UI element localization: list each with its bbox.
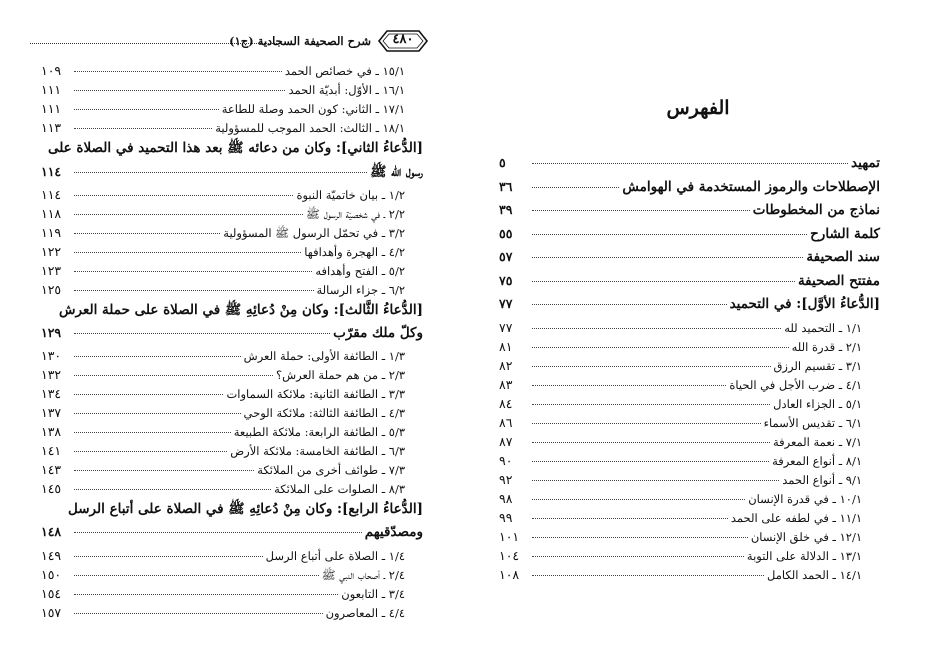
toc-entry-title: ٢/٤ ـ أصحاب النبي ﷺ	[321, 567, 405, 582]
toc-entry-title: ١٥/١ ـ في خصائص الحمد	[284, 64, 405, 78]
toc-subentry	[41, 386, 423, 405]
toc-entry-title: ٨/١ ـ أنواع المعرفة	[772, 453, 862, 468]
toc-page-number: ٨٣	[499, 376, 513, 392]
toc-subentry	[41, 405, 423, 424]
toc-list-left	[41, 63, 423, 624]
toc-entry-title: مفتتح الصحيفة	[797, 272, 880, 289]
leader-dots	[532, 210, 750, 211]
toc-heading-line: [الدُّعاءُ الثَّالث]: وكان مِنْ دُعائِهِ ﷺ في الصلاة على حملة العرش	[59, 301, 423, 318]
toc-section-entry	[499, 202, 880, 226]
toc-entry-title: ٤/٣ ـ الطائفة الثالثة: ملائكة الوحي	[243, 406, 405, 420]
toc-subentry	[499, 567, 880, 586]
toc-entry-title: ١١/١ ـ في لطفه على الحمد	[730, 510, 862, 525]
toc-page-number: ١٥٤	[41, 585, 62, 601]
toc-subentry	[499, 510, 880, 529]
toc-page-number: ١٠٩	[41, 63, 62, 78]
toc-page-number: ٥	[499, 155, 506, 170]
toc-entry-title: ٥/١ ـ الجزاء العادل	[773, 396, 862, 411]
toc-entry-title: ١٢/١ ـ في خلق الإنسان	[750, 529, 862, 544]
leader-dots	[532, 328, 781, 329]
toc-page-number: ٩٠	[499, 452, 513, 468]
toc-entry-title: سند الصحيفة	[806, 249, 880, 265]
toc-subentry	[41, 367, 423, 386]
leader-dots	[532, 575, 764, 576]
leader-dots	[74, 575, 319, 576]
toc-page-number: ٧٧	[499, 296, 513, 311]
toc-entry-title: ٧/١ ـ نعمة المعرفة	[772, 434, 862, 449]
toc-entry-title: ٦/٣ ـ الطائفة الخامسة: ملائكة الأرض	[230, 444, 405, 458]
toc-section-entry	[41, 524, 423, 548]
leader-dots	[74, 90, 285, 91]
toc-section-entry	[499, 273, 880, 297]
toc-page-number: ١٣٧	[41, 405, 62, 420]
toc-section-entry	[499, 249, 880, 273]
leader-dots	[532, 281, 795, 282]
leader-dots	[74, 356, 241, 357]
toc-page-number: ١٣٨	[41, 424, 62, 439]
toc-subentry	[499, 548, 880, 567]
leader-dots	[74, 375, 273, 376]
toc-entry-title: ١٧/١ ـ الثاني: كون الحمد وصلة للطاعة	[221, 102, 405, 116]
toc-subentry	[41, 481, 423, 500]
leader-dots	[74, 128, 212, 129]
toc-page-number: ١١٤	[41, 186, 62, 202]
page-number-badge	[375, 29, 431, 53]
toc-entry-title: كلمة الشارح	[810, 225, 880, 242]
toc-entry-title: ١٨/١ ـ الثالث: الحمد الموجب للمسؤولية	[215, 121, 405, 135]
toc-entry-title: ٤/٢ ـ الهجرة وأهدافها	[304, 244, 405, 259]
leader-dots	[532, 187, 619, 188]
toc-subentry	[41, 120, 423, 139]
toc-entry-title: ٩/١ ـ أنواع الحمد	[782, 472, 862, 487]
toc-entry-title: ٢/١ ـ قدرة الله	[791, 339, 862, 354]
leader-dots	[532, 404, 770, 405]
toc-page-number: ٧٥	[499, 272, 513, 288]
toc-subentry	[41, 462, 423, 481]
toc-page-number: ١٢٩	[41, 324, 62, 340]
toc-page-number: ١٣٢	[41, 367, 62, 382]
toc-subentry	[41, 244, 423, 263]
leader-dots	[532, 347, 789, 348]
toc-entry-title: ١/١ ـ التحميد لله	[784, 320, 862, 335]
toc-page-number: ٧٧	[499, 319, 513, 335]
toc-page-number: ١٤٥	[41, 481, 62, 496]
toc-subentry	[499, 472, 880, 491]
leader-dots	[74, 532, 362, 533]
toc-page-number: ١٥٧	[41, 604, 62, 620]
toc-entry-title: ٥/٣ ـ الطائفة الرابعة: ملائكة الطبيعة	[233, 425, 405, 439]
leader-dots	[74, 489, 271, 490]
toc-entry-title: ٨/٣ ـ الصلوات على الملائكة	[274, 482, 405, 496]
leader-dots	[74, 413, 241, 414]
toc-entry-title: ومصدّقيهم	[364, 524, 423, 540]
toc-page-number: ٨٤	[499, 395, 513, 411]
toc-page-number: ٩٨	[499, 490, 513, 506]
toc-heading-line: [الدُّعاءُ الرابع]: وكان مِنْ دُعائِهِ ﷺ في الصلاة على أتباع الرسل	[68, 501, 423, 517]
toc-page-number: ١٢٣	[41, 262, 62, 278]
toc-section-entry	[499, 226, 880, 250]
toc-page-number: ٥٥	[499, 225, 513, 241]
toc-page-number: ١١٤	[41, 164, 62, 179]
toc-entry-title: [الدُّعاءُ الأوَّل]: في التحميد	[729, 296, 880, 312]
toc-entry-title: ٣/٣ ـ الطائفة الثانية: ملائكة السماوات	[226, 387, 405, 401]
toc-entry-title: الإصطلاحات والرموز المستخدمة في الهوامش	[622, 178, 880, 195]
toc-page-number: ١٤١	[41, 443, 62, 458]
leader-dots	[74, 290, 314, 291]
left-page	[0, 0, 465, 660]
toc-page-number: ٩٢	[499, 471, 513, 487]
toc-entry-title: ١/٣ ـ الطائفة الأولى: حملة العرش	[243, 349, 405, 363]
toc-subentry	[41, 101, 423, 120]
toc-subentry	[41, 263, 423, 282]
toc-page-number: ٨٢	[499, 357, 513, 373]
toc-entry-title: وكلّ ملك مقرّب	[333, 324, 423, 341]
page-number: ٤٨٠	[392, 32, 414, 47]
toc-page-number: ٣٩	[499, 202, 513, 217]
leader-dots	[532, 304, 727, 305]
toc-entry-title: ٤/١ ـ ضرب الأجل في الحياة	[729, 377, 862, 392]
toc-entry-title: ٢/٣ ـ من هم حملة العرش؟	[276, 368, 405, 382]
toc-page-number: ١١٣	[41, 120, 62, 135]
toc-page-number: ١١١	[41, 82, 62, 97]
toc-page-number: ١٠٨	[499, 566, 520, 582]
toc-subentry	[41, 605, 423, 624]
toc-page-number: ١٤٩	[41, 547, 62, 563]
toc-subentry	[41, 225, 423, 244]
toc-subentry	[499, 434, 880, 453]
leader-dots	[74, 594, 338, 595]
toc-section-entry	[499, 155, 880, 179]
toc-entry-title: ١٣/١ ـ الدلالة على التوبة	[746, 548, 862, 563]
running-header	[30, 29, 435, 53]
toc-page-number: ١٤٨	[41, 524, 62, 539]
leader-dots	[74, 233, 220, 234]
leader-dots	[74, 195, 293, 196]
toc-entry-title: ١/٤ ـ الصلاة على أتباع الرسل	[265, 548, 405, 563]
toc-subentry	[499, 320, 880, 339]
leader-dots	[532, 234, 807, 235]
toc-subentry	[41, 348, 423, 367]
toc-section-entry	[499, 179, 880, 203]
toc-entry-title: ٦/٢ ـ جزاء الرسالة	[316, 282, 405, 297]
toc-entry-title: ٣/٤ ـ التابعون	[341, 586, 405, 601]
toc-page-number: ١١٩	[41, 224, 62, 240]
toc-page-number: ١١٨	[41, 205, 62, 221]
leader-dots	[74, 613, 323, 614]
toc-entry-title: ٦/١ ـ تقديس الأسماء	[763, 415, 862, 430]
leader-dots	[532, 442, 770, 443]
leader-dots	[74, 556, 263, 557]
leader-dots	[74, 394, 223, 395]
toc-entry-title: ٥/٢ ـ الفتح وأهدافه	[315, 263, 405, 278]
leader-dots	[74, 71, 282, 72]
toc-subentry	[499, 453, 880, 472]
toc-page-number: ١٢٢	[41, 243, 62, 259]
page-title: الفهرس	[666, 97, 730, 119]
toc-entry-title: ٣/٢ ـ في تحمّل الرسول ﷺ المسؤولية	[223, 225, 405, 240]
toc-page-number: ١٤٣	[41, 462, 62, 477]
toc-entry-title: ١٠/١ ـ في قدرة الإنسان	[748, 491, 862, 506]
toc-entry-title: ١/٢ ـ بيان خاتميّة النبوة	[296, 187, 405, 202]
toc-subentry	[499, 358, 880, 377]
toc-heading-line: [الدُّعاءُ الثاني]: وكان من دعائه ﷺ بعد هذا التحميد في الصلاة على	[47, 140, 423, 156]
leader-dots	[532, 480, 779, 481]
toc-page-number: ١٣٤	[41, 386, 62, 401]
toc-page-number: ٨١	[499, 338, 513, 354]
toc-entry-title: ٤/٤ ـ المعاصرون	[325, 605, 405, 620]
toc-subentry	[41, 424, 423, 443]
leader-dots	[74, 109, 219, 110]
toc-section-entry	[41, 325, 423, 349]
toc-subentry	[499, 415, 880, 434]
toc-subentry	[499, 491, 880, 510]
right-page	[465, 0, 931, 660]
toc-subentry	[41, 567, 423, 586]
leader-dots	[532, 423, 761, 424]
toc-subentry	[41, 586, 423, 605]
leader-dots	[532, 366, 771, 367]
leader-dots	[532, 499, 745, 500]
toc-page-number: ١٥٠	[41, 566, 62, 582]
toc-subentry	[499, 529, 880, 548]
toc-entry-title: تمهيد	[851, 155, 880, 171]
toc-page-number: ١٣٠	[41, 348, 62, 363]
toc-subentry	[41, 82, 423, 101]
toc-entry-title: ٣/١ ـ تقسيم الرزق	[773, 358, 862, 373]
toc-page-number: ١٢٥	[41, 281, 62, 297]
toc-page-number: ١٠٤	[499, 547, 520, 563]
leader-dots	[74, 214, 303, 215]
leader-dots	[74, 333, 330, 334]
leader-dots	[532, 385, 726, 386]
toc-entry-title: نماذج من المخطوطات	[752, 202, 880, 218]
leader-dots	[74, 432, 231, 433]
toc-entry-title: ٧/٣ ـ طوائف أخرى من الملائكة	[257, 463, 405, 477]
toc-subentry	[499, 339, 880, 358]
leader-dots	[532, 461, 769, 462]
toc-subentry	[499, 377, 880, 396]
toc-entry-title: ١٦/١ ـ الأوّل: أبديّة الحمد	[288, 83, 405, 97]
toc-page-number: ٩٩	[499, 509, 513, 525]
toc-page-number: ٨٦	[499, 414, 513, 430]
leader-dots	[74, 252, 301, 253]
leader-dots	[532, 556, 744, 557]
toc-subentry	[41, 443, 423, 462]
leader-dots	[532, 518, 728, 519]
toc-subentry	[499, 396, 880, 415]
toc-page-number: ٥٧	[499, 249, 513, 264]
toc-subentry	[41, 187, 423, 206]
leader-dots	[74, 271, 312, 272]
toc-page-number: ٨٧	[499, 433, 513, 449]
leader-dots	[532, 257, 803, 258]
toc-section-entry	[499, 296, 880, 320]
toc-page-number: ٣٦	[499, 178, 513, 194]
leader-dots	[74, 172, 367, 173]
running-header-title: شرح الصحيفة السجادية (ج١)	[229, 34, 371, 48]
toc-entry-title: رسول الله ﷺ	[370, 164, 423, 180]
toc-entry-title: ٢/٢ ـ في شخصيّة الرسول ﷺ	[306, 206, 405, 221]
toc-section-entry	[41, 163, 423, 187]
leader-dots	[532, 537, 748, 538]
toc-list-right	[499, 155, 880, 586]
toc-subentry	[41, 282, 423, 301]
toc-entry-title: ١٤/١ ـ الحمد الكامل	[767, 567, 862, 582]
toc-page-number: ١٠١	[499, 528, 520, 544]
toc-subentry	[41, 206, 423, 225]
leader-dots	[532, 163, 848, 164]
toc-page-number: ١١١	[41, 101, 62, 116]
leader-dots	[74, 451, 227, 452]
toc-subentry	[41, 63, 423, 82]
toc-subentry	[41, 548, 423, 567]
leader-dots	[74, 470, 254, 471]
